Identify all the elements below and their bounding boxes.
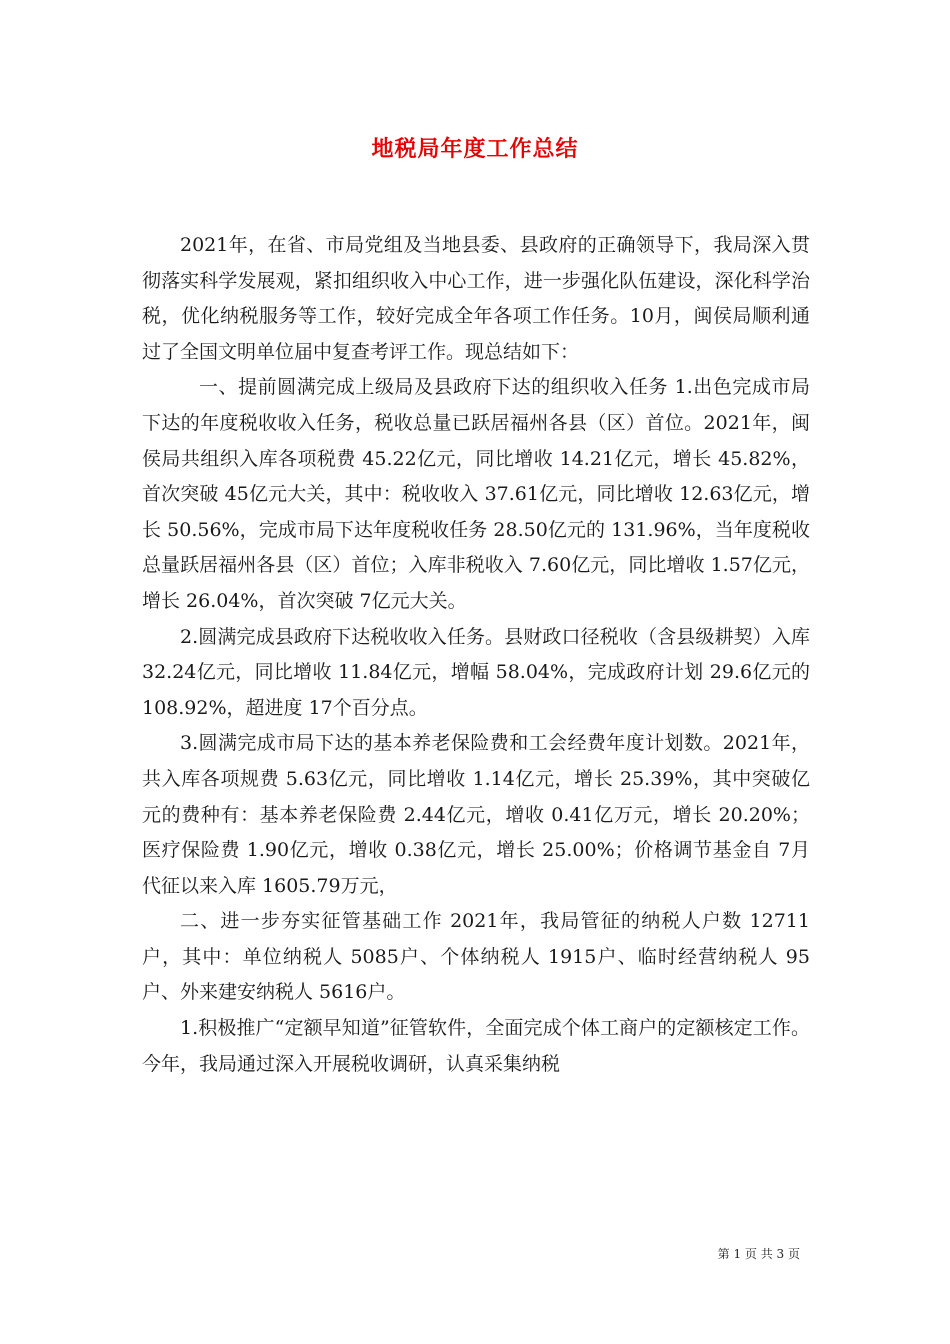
paragraph-section-two: 二、进一步夯实征管基础工作 2021年，我局管征的纳税人户数 12711户，其中：单位纳税人 5085户、个体纳税人 1915户、临时经营纳税人 95户、外来建安纳税人 5616户。 <box>142 910 810 1004</box>
paragraph-intro: 2021年，在省、市局党组及当地县委、县政府的正确领导下，我局深入贯彻落实科学发展观，紧扣组织收入中心工作，进一步强化队伍建设，深化科学治税，优化纳税服务等工作，较好完成全年各项工作任务。10月，闽侯局顺利通过了全国文明单位届中复查考评工作。现总结如下： <box>142 234 810 363</box>
paragraph-item-3: 3.圆满完成市局下达的基本养老保险费和工会经费年度计划数。2021年，共入库各项规费 5.63亿元，同比增收 1.14亿元，增长 25.39%，其中突破亿元的费种有：基本养老保险费 2.44亿元，增收 0.41亿万元，增长 20.20%；医疗保险费 1.90亿元，增收 0.38亿元，增长 25.00%；价格调节基金自 7月代征以来入库 1605.79万元， <box>142 732 810 897</box>
paragraph-item-2: 2.圆满完成县政府下达税收收入任务。县财政口径税收（含县级耕契）入库 32.24亿元，同比增收 11.84亿元，增幅 58.04%，完成政府计划 29.6亿元的 108.92%，超进度 17个百分点。 <box>142 625 810 719</box>
document-title: 地税局年度工作总结 <box>371 136 579 162</box>
paragraph-section-one: 一、提前圆满完成上级局及县政府下达的组织收入任务 1.出色完成市局下达的年度税收收入任务，税收总量已跃居福州各县（区）首位。2021年，闽侯局共组织入库各项税费 45.22亿元，同比增收 14.21亿元，增长 45.82%，首次突破 45亿元大关，其中：税收收入 37.61亿元，同比增收 12.63亿元，增长 50.56%，完成市局下达年度税收任务 28.50亿元的 131.96%，当年度税收总量跃居福州各县（区）首位；入库非税收入 7.60亿元，同比增收 1.57亿元，增长 26.04%，首次突破 7亿元大关。 <box>142 376 810 612</box>
paragraph-item-1-software: 1.积极推广“定额早知道”征管软件，全面完成个体工商户的定额核定工作。今年，我局通过深入开展税收调研，认真采集纳税 <box>142 1017 810 1075</box>
document-body <box>142 228 810 1082</box>
page-number: 第 1 页 共 3 页 <box>717 1247 800 1261</box>
